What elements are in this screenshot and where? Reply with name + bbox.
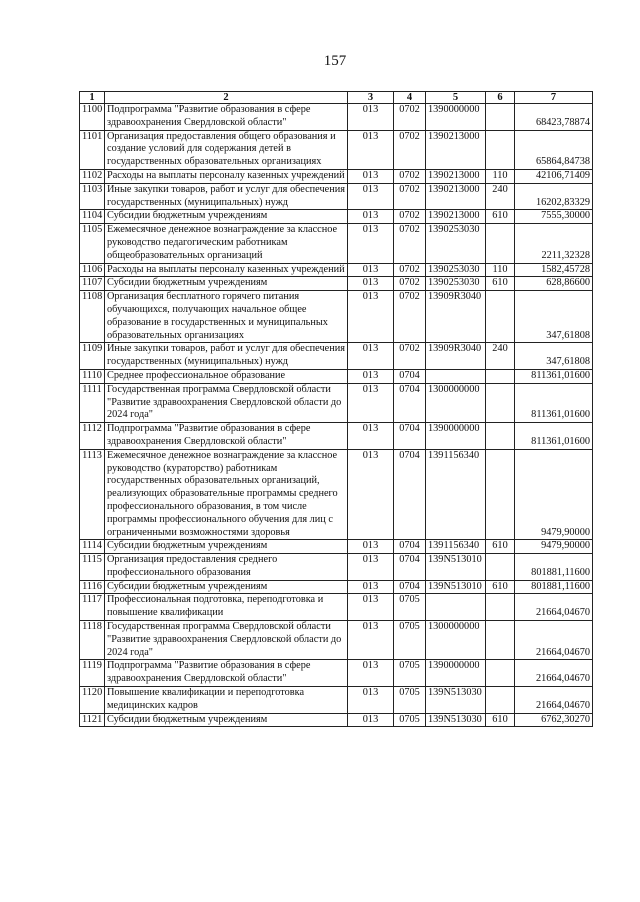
row-admin-code: 013 [348, 291, 394, 343]
row-amount: 9479,90000 [515, 540, 593, 554]
header-col-4: 4 [394, 92, 426, 104]
row-expense-type [486, 104, 515, 131]
row-amount: 65864,84738 [515, 130, 593, 169]
row-number: 1111 [80, 383, 105, 422]
row-expense-type: 610 [486, 210, 515, 224]
table-row [80, 423, 593, 450]
row-amount: 16202,83329 [515, 183, 593, 210]
row-name: Организация предоставления общего образования и создание условий для содержания детей в государственных образовательных организациях [105, 130, 348, 169]
row-name: Ежемесячное денежное вознаграждение за классное руководство (кураторство) работникам государственных образовательных организаций, реализующих образовательные программы среднего профессионального образования, в том числе программы профессионального обучения для лиц с ограниченными возможностями здоровья [105, 449, 348, 540]
row-name: Субсидии бюджетным учреждениям [105, 540, 348, 554]
row-number: 1103 [80, 183, 105, 210]
row-article-code: 1390253030 [426, 263, 486, 277]
header-col-6: 6 [486, 92, 515, 104]
row-admin-code: 013 [348, 594, 394, 621]
row-name: Субсидии бюджетным учреждениям [105, 580, 348, 594]
table-row [80, 621, 593, 660]
row-amount: 811361,01600 [515, 383, 593, 422]
row-number: 1121 [80, 713, 105, 727]
table-row [80, 263, 593, 277]
row-expense-type [486, 383, 515, 422]
row-amount: 21664,04670 [515, 594, 593, 621]
table-row [80, 343, 593, 370]
table-row [80, 660, 593, 687]
row-expense-type [486, 291, 515, 343]
row-admin-code: 013 [348, 343, 394, 370]
table-row [80, 713, 593, 727]
row-name: Иные закупки товаров, работ и услуг для обеспечения государственных (муниципальных) нужд [105, 183, 348, 210]
row-name: Расходы на выплаты персоналу казенных учреждений [105, 263, 348, 277]
row-article-code: 1391156340 [426, 449, 486, 540]
table-row [80, 580, 593, 594]
table-row [80, 224, 593, 263]
row-article-code: 1390213000 [426, 183, 486, 210]
row-section-code: 0705 [394, 687, 426, 714]
row-section-code: 0705 [394, 594, 426, 621]
row-number: 1105 [80, 224, 105, 263]
row-amount: 801881,11600 [515, 580, 593, 594]
row-number: 1120 [80, 687, 105, 714]
row-amount: 347,61808 [515, 291, 593, 343]
row-section-code: 0702 [394, 263, 426, 277]
table-row [80, 277, 593, 291]
row-section-code: 0702 [394, 224, 426, 263]
table-row [80, 383, 593, 422]
row-section-code: 0705 [394, 660, 426, 687]
row-expense-type [486, 554, 515, 581]
row-expense-type: 240 [486, 343, 515, 370]
row-article-code: 1391156340 [426, 540, 486, 554]
row-expense-type [486, 369, 515, 383]
row-name: Организация бесплатного горячего питания обучающихся, получающих начальное общее образование в государственных и муниципальных образовательных организациях [105, 291, 348, 343]
row-expense-type [486, 594, 515, 621]
row-amount: 42106,71409 [515, 169, 593, 183]
row-article-code: 139N513030 [426, 713, 486, 727]
row-article-code: 1390253030 [426, 224, 486, 263]
row-number: 1109 [80, 343, 105, 370]
row-name: Подпрограмма "Развитие образования в сфере здравоохранения Свердловской области" [105, 423, 348, 450]
row-section-code: 0704 [394, 423, 426, 450]
row-section-code: 0702 [394, 277, 426, 291]
row-article-code: 139N513010 [426, 554, 486, 581]
row-amount: 9479,90000 [515, 449, 593, 540]
table-row [80, 554, 593, 581]
row-expense-type: 610 [486, 580, 515, 594]
row-admin-code: 013 [348, 449, 394, 540]
table-body [80, 104, 593, 727]
row-section-code: 0702 [394, 291, 426, 343]
row-admin-code: 013 [348, 210, 394, 224]
row-admin-code: 013 [348, 224, 394, 263]
row-article-code: 1300000000 [426, 383, 486, 422]
row-expense-type: 610 [486, 277, 515, 291]
row-article-code: 1390000000 [426, 104, 486, 131]
row-article-code: 1390000000 [426, 660, 486, 687]
row-amount: 2211,32328 [515, 224, 593, 263]
header-col-1: 1 [80, 92, 105, 104]
row-amount: 801881,11600 [515, 554, 593, 581]
row-expense-type [486, 130, 515, 169]
row-admin-code: 013 [348, 540, 394, 554]
row-admin-code: 013 [348, 660, 394, 687]
row-expense-type: 240 [486, 183, 515, 210]
table-row [80, 594, 593, 621]
row-expense-type [486, 660, 515, 687]
row-number: 1114 [80, 540, 105, 554]
row-amount: 347,61808 [515, 343, 593, 370]
row-number: 1116 [80, 580, 105, 594]
row-number: 1108 [80, 291, 105, 343]
budget-table [79, 91, 593, 727]
row-admin-code: 013 [348, 183, 394, 210]
row-expense-type [486, 224, 515, 263]
row-article-code: 1390000000 [426, 423, 486, 450]
table-row [80, 449, 593, 540]
row-expense-type [486, 687, 515, 714]
row-name: Подпрограмма "Развитие образования в сфере здравоохранения Свердловской области" [105, 660, 348, 687]
table-row [80, 130, 593, 169]
table-row [80, 169, 593, 183]
row-admin-code: 013 [348, 687, 394, 714]
table-row [80, 210, 593, 224]
row-article-code [426, 369, 486, 383]
row-article-code: 1390213000 [426, 210, 486, 224]
row-amount: 7555,30000 [515, 210, 593, 224]
row-amount: 628,86600 [515, 277, 593, 291]
row-name: Субсидии бюджетным учреждениям [105, 277, 348, 291]
row-article-code: 139N513010 [426, 580, 486, 594]
row-expense-type: 610 [486, 540, 515, 554]
row-number: 1112 [80, 423, 105, 450]
row-expense-type: 110 [486, 263, 515, 277]
row-expense-type: 110 [486, 169, 515, 183]
row-admin-code: 013 [348, 580, 394, 594]
row-name: Государственная программа Свердловской области "Развитие здравоохранения Свердловской области до 2024 года" [105, 621, 348, 660]
row-name: Ежемесячное денежное вознаграждение за классное руководство педагогическим работникам общеобразовательных организаций [105, 224, 348, 263]
row-admin-code: 013 [348, 621, 394, 660]
row-section-code: 0705 [394, 621, 426, 660]
row-amount: 68423,78874 [515, 104, 593, 131]
row-admin-code: 013 [348, 423, 394, 450]
row-number: 1104 [80, 210, 105, 224]
row-amount: 21664,04670 [515, 687, 593, 714]
row-name: Повышение квалификации и переподготовка медицинских кадров [105, 687, 348, 714]
row-admin-code: 013 [348, 130, 394, 169]
row-expense-type [486, 423, 515, 450]
header-col-5: 5 [426, 92, 486, 104]
row-name: Государственная программа Свердловской области "Развитие здравоохранения Свердловской области до 2024 года" [105, 383, 348, 422]
table-row [80, 183, 593, 210]
row-section-code: 0702 [394, 210, 426, 224]
row-number: 1110 [80, 369, 105, 383]
row-section-code: 0704 [394, 383, 426, 422]
row-name: Субсидии бюджетным учреждениям [105, 713, 348, 727]
row-admin-code: 013 [348, 277, 394, 291]
row-number: 1118 [80, 621, 105, 660]
page-number: 157 [323, 53, 347, 69]
row-name: Профессиональная подготовка, переподготовка и повышение квалификации [105, 594, 348, 621]
header-col-2: 2 [105, 92, 348, 104]
row-number: 1115 [80, 554, 105, 581]
row-section-code: 0702 [394, 169, 426, 183]
row-admin-code: 013 [348, 169, 394, 183]
header-row [80, 92, 593, 104]
row-amount: 811361,01600 [515, 369, 593, 383]
row-admin-code: 013 [348, 263, 394, 277]
table-row [80, 291, 593, 343]
row-section-code: 0704 [394, 554, 426, 581]
table-row [80, 540, 593, 554]
row-article-code: 13909R3040 [426, 291, 486, 343]
row-section-code: 0704 [394, 449, 426, 540]
row-section-code: 0705 [394, 713, 426, 727]
row-amount: 21664,04670 [515, 621, 593, 660]
row-article-code: 1390213000 [426, 130, 486, 169]
row-number: 1106 [80, 263, 105, 277]
row-number: 1101 [80, 130, 105, 169]
row-admin-code: 013 [348, 369, 394, 383]
row-admin-code: 013 [348, 104, 394, 131]
row-number: 1119 [80, 660, 105, 687]
table-row [80, 104, 593, 131]
row-name: Подпрограмма "Развитие образования в сфере здравоохранения Свердловской области" [105, 104, 348, 131]
row-name: Иные закупки товаров, работ и услуг для обеспечения государственных (муниципальных) нужд [105, 343, 348, 370]
row-number: 1113 [80, 449, 105, 540]
row-expense-type [486, 449, 515, 540]
row-admin-code: 013 [348, 713, 394, 727]
row-section-code: 0704 [394, 369, 426, 383]
row-number: 1117 [80, 594, 105, 621]
row-section-code: 0702 [394, 343, 426, 370]
row-article-code: 1300000000 [426, 621, 486, 660]
row-number: 1100 [80, 104, 105, 131]
row-article-code: 13909R3040 [426, 343, 486, 370]
row-section-code: 0702 [394, 130, 426, 169]
row-amount: 21664,04670 [515, 660, 593, 687]
row-name: Среднее профессиональное образование [105, 369, 348, 383]
header-col-3: 3 [348, 92, 394, 104]
row-name: Расходы на выплаты персоналу казенных учреждений [105, 169, 348, 183]
table-row [80, 369, 593, 383]
row-admin-code: 013 [348, 383, 394, 422]
header-col-7: 7 [515, 92, 593, 104]
row-section-code: 0702 [394, 183, 426, 210]
table-row [80, 687, 593, 714]
row-section-code: 0704 [394, 580, 426, 594]
row-amount: 811361,01600 [515, 423, 593, 450]
row-name: Субсидии бюджетным учреждениям [105, 210, 348, 224]
row-name: Организация предоставления среднего профессионального образования [105, 554, 348, 581]
row-number: 1107 [80, 277, 105, 291]
row-expense-type: 610 [486, 713, 515, 727]
row-section-code: 0704 [394, 540, 426, 554]
row-article-code [426, 594, 486, 621]
row-admin-code: 013 [348, 554, 394, 581]
row-number: 1102 [80, 169, 105, 183]
row-article-code: 1390213000 [426, 169, 486, 183]
row-amount: 6762,30270 [515, 713, 593, 727]
row-section-code: 0702 [394, 104, 426, 131]
row-expense-type [486, 621, 515, 660]
row-article-code: 1390253030 [426, 277, 486, 291]
row-article-code: 139N513030 [426, 687, 486, 714]
row-amount: 1582,45728 [515, 263, 593, 277]
